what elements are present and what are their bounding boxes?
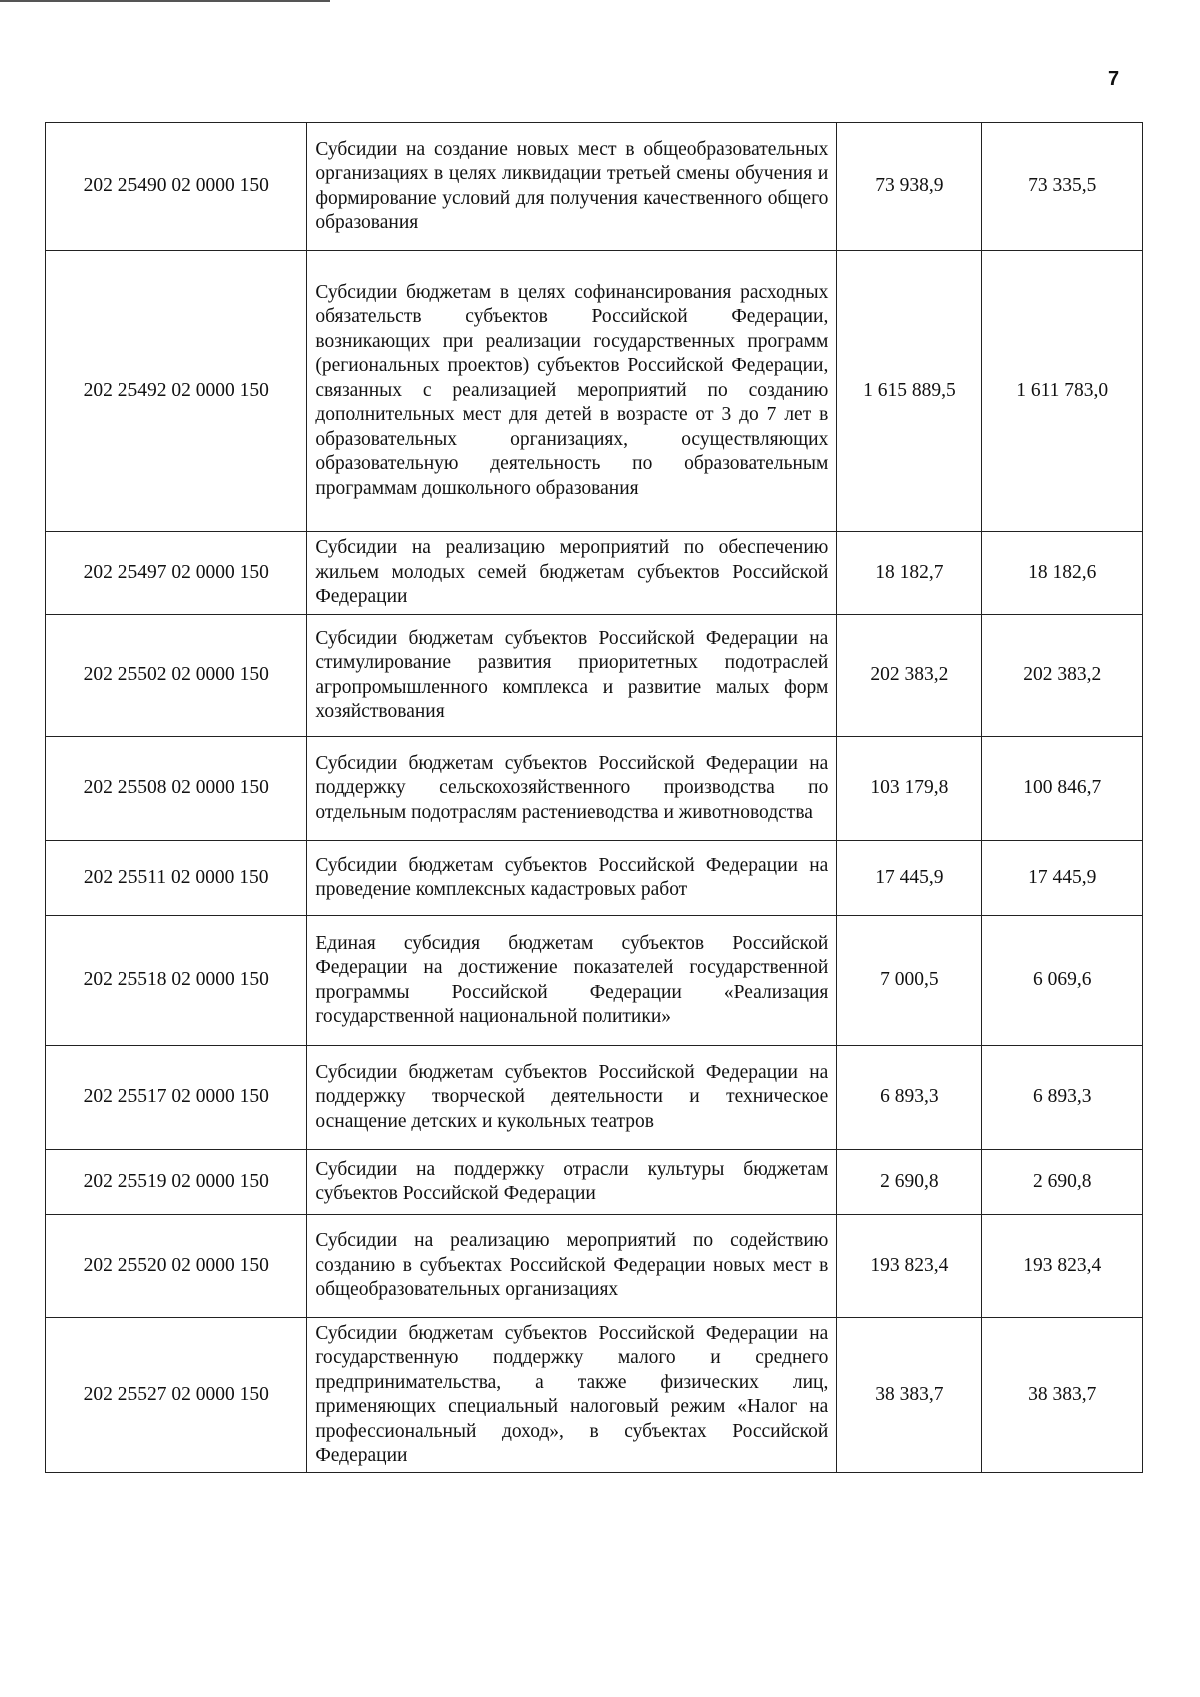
budget-description: Субсидии бюджетам субъектов Российской Федерации на поддержку сельскохозяйственного производства по отдельным подотраслям растениеводства и животноводства: [307, 737, 837, 841]
amount-planned: 2 690,8: [837, 1150, 982, 1215]
amount-planned: 18 182,7: [837, 532, 982, 615]
amount-executed: 202 383,2: [982, 615, 1143, 737]
budget-description: Субсидии бюджетам в целях софинансирования расходных обязательств субъектов Российской Федерации, возникающих при реализации государственных программ (региональных проектов) субъектов Российской Федерации, связанных с реализацией мероприятий по созданию дополнительных мест для детей в возрасте от 3 до 7 лет в образовательных организациях, осуществляющих образовательную деятельность по образовательным программам дошкольного образования: [307, 251, 837, 532]
amount-planned: 6 893,3: [837, 1046, 982, 1150]
table-row: [46, 1150, 1143, 1215]
budget-description: Субсидии бюджетам субъектов Российской Федерации на стимулирование развития приоритетных подотраслей агропромышленного комплекса и развитие малых форм хозяйствования: [307, 615, 837, 737]
budget-code: 202 25511 02 0000 150: [46, 841, 307, 916]
amount-executed: 18 182,6: [982, 532, 1143, 615]
table-row: [46, 123, 1143, 251]
amount-planned: 7 000,5: [837, 916, 982, 1046]
budget-code: 202 25518 02 0000 150: [46, 916, 307, 1046]
budget-code: 202 25520 02 0000 150: [46, 1215, 307, 1318]
table-row: [46, 1046, 1143, 1150]
amount-executed: 73 335,5: [982, 123, 1143, 251]
top-scan-line: [0, 0, 330, 2]
budget-code: 202 25527 02 0000 150: [46, 1318, 307, 1473]
amount-planned: 202 383,2: [837, 615, 982, 737]
table-row: [46, 532, 1143, 615]
table-row: [46, 916, 1143, 1046]
amount-executed: 6 069,6: [982, 916, 1143, 1046]
amount-executed: 6 893,3: [982, 1046, 1143, 1150]
table-row: [46, 1215, 1143, 1318]
budget-code: 202 25517 02 0000 150: [46, 1046, 307, 1150]
amount-planned: 73 938,9: [837, 123, 982, 251]
budget-code: 202 25519 02 0000 150: [46, 1150, 307, 1215]
amount-executed: 100 846,7: [982, 737, 1143, 841]
amount-executed: 193 823,4: [982, 1215, 1143, 1318]
budget-code: 202 25490 02 0000 150: [46, 123, 307, 251]
budget-description: Субсидии бюджетам субъектов Российской Федерации на поддержку творческой деятельности и техническое оснащение детских и кукольных театров: [307, 1046, 837, 1150]
budget-description: Субсидии на поддержку отрасли культуры бюджетам субъектов Российской Федерации: [307, 1150, 837, 1215]
budget-description: Субсидии на реализацию мероприятий по содействию созданию в субъектах Российской Федерации новых мест в общеобразовательных организациях: [307, 1215, 837, 1318]
table-row: [46, 737, 1143, 841]
budget-description: Единая субсидия бюджетам субъектов Российской Федерации на достижение показателей государственной программы Российской Федерации «Реализация государственной национальной политики»: [307, 916, 837, 1046]
table-row: [46, 251, 1143, 532]
amount-planned: 17 445,9: [837, 841, 982, 916]
budget-description: Субсидии на создание новых мест в общеобразовательных организациях в целях ликвидации третьей смены обучения и формирование условий для получения качественного общего образования: [307, 123, 837, 251]
page-number: 7: [1108, 68, 1120, 90]
table-row: [46, 615, 1143, 737]
budget-description: Субсидии на реализацию мероприятий по обеспечению жильем молодых семей бюджетам субъектов Российской Федерации: [307, 532, 837, 615]
amount-executed: 2 690,8: [982, 1150, 1143, 1215]
amount-executed: 1 611 783,0: [982, 251, 1143, 532]
table-row: [46, 1318, 1143, 1473]
budget-code: 202 25508 02 0000 150: [46, 737, 307, 841]
budget-code: 202 25497 02 0000 150: [46, 532, 307, 615]
table-row: [46, 841, 1143, 916]
budget-description: Субсидии бюджетам субъектов Российской Федерации на государственную поддержку малого и среднего предпринимательства, а также физических лиц, применяющих специальный налоговый режим «Налог на профессиональный доход», в субъектах Российской Федерации: [307, 1318, 837, 1473]
amount-planned: 193 823,4: [837, 1215, 982, 1318]
amount-planned: 38 383,7: [837, 1318, 982, 1473]
budget-code: 202 25492 02 0000 150: [46, 251, 307, 532]
budget-description: Субсидии бюджетам субъектов Российской Федерации на проведение комплексных кадастровых работ: [307, 841, 837, 916]
amount-executed: 17 445,9: [982, 841, 1143, 916]
amount-planned: 103 179,8: [837, 737, 982, 841]
budget-code: 202 25502 02 0000 150: [46, 615, 307, 737]
budget-table: [45, 122, 1143, 1473]
amount-planned: 1 615 889,5: [837, 251, 982, 532]
amount-executed: 38 383,7: [982, 1318, 1143, 1473]
